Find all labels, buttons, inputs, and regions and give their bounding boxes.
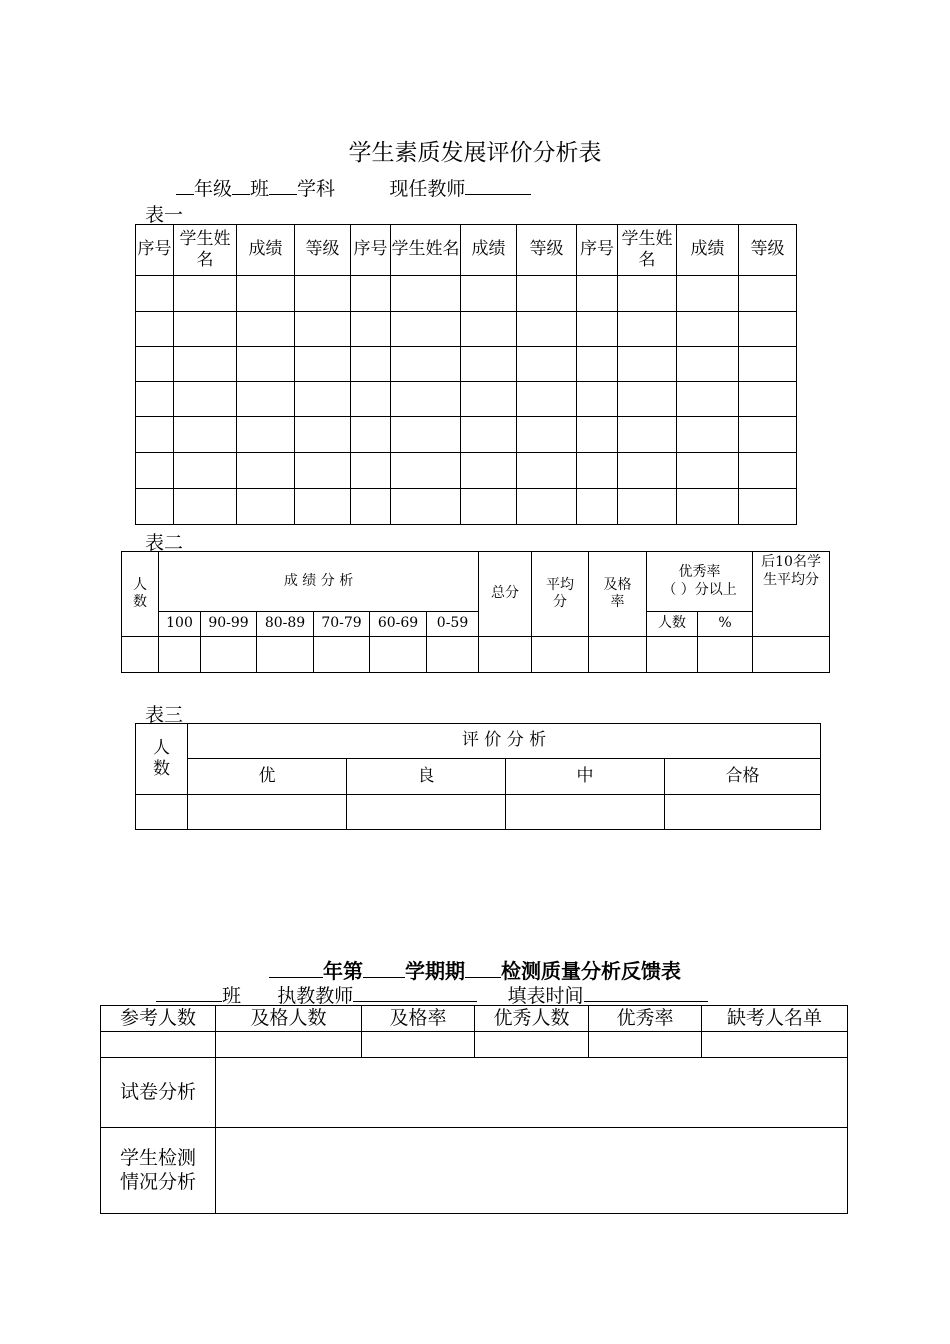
table-row <box>136 347 797 382</box>
header-cell: 优秀率 <box>589 1006 702 1032</box>
total-header: 总分 <box>479 552 532 637</box>
header-cell: 及格率 <box>362 1006 475 1032</box>
feedback-title-year: 年第 <box>323 959 363 983</box>
teacher-label: 现任教师 <box>389 178 466 200</box>
header-cell: 参考人数 <box>101 1006 216 1032</box>
header-cell: 序号 <box>577 225 618 276</box>
header-cell: 成绩 <box>237 225 295 276</box>
header-info <box>176 174 531 201</box>
feedback-title-rest: 检测质量分析反馈表 <box>501 959 681 983</box>
level-cell: 良 <box>347 759 506 795</box>
table3-label: 表三 <box>145 704 184 726</box>
table-row <box>136 417 797 453</box>
above-score-label: （ ）分以上 <box>662 581 737 598</box>
header-cell: 等级 <box>739 225 797 276</box>
range-cell: 0-59 <box>427 612 479 637</box>
excellent-rate-label: 优秀率 <box>678 564 721 580</box>
count-header: 人数 <box>136 724 188 795</box>
feedback-table <box>100 1005 848 1214</box>
student-analysis-content <box>216 1128 848 1214</box>
range-cell: 60-69 <box>370 612 427 637</box>
feedback-info <box>156 981 708 1008</box>
header-cell: 学生姓名 <box>391 225 461 276</box>
range-cell: 100 <box>159 612 201 637</box>
table-row <box>136 312 797 347</box>
feedback-class-label: 班 <box>222 985 242 1007</box>
table2-label: 表二 <box>145 532 184 554</box>
table-row <box>136 489 797 525</box>
student-score-table <box>135 224 797 525</box>
header-cell: 缺考人名单 <box>702 1006 848 1032</box>
header-cell: 序号 <box>351 225 391 276</box>
header-cell: 等级 <box>295 225 351 276</box>
evaluation-header: 评 价 分 析 <box>188 724 821 759</box>
excellent-rate-header <box>647 552 753 612</box>
bottom10-header: 后10名学生平均分 <box>753 552 830 637</box>
subject-label: 学科 <box>297 178 336 200</box>
feedback-title <box>0 955 950 984</box>
header-cell: 成绩 <box>461 225 517 276</box>
score-analysis-header: 成 绩 分 析 <box>159 552 479 612</box>
feedback-teacher-label: 执教教师 <box>277 985 354 1007</box>
header-cell: 序号 <box>136 225 174 276</box>
table-row <box>136 795 821 830</box>
grade-label: 年级 <box>194 178 233 200</box>
level-cell: 中 <box>506 759 665 795</box>
range-cell: 70-79 <box>314 612 370 637</box>
level-cell: 优 <box>188 759 347 795</box>
pass-rate-header: 及格率 <box>589 552 647 637</box>
header-cell: 等级 <box>517 225 577 276</box>
table-row <box>136 276 797 312</box>
header-cell: 优秀人数 <box>475 1006 589 1032</box>
student-analysis-label: 学生检测情况分析 <box>101 1128 216 1214</box>
table-row <box>101 1032 848 1058</box>
table-row <box>122 637 830 673</box>
feedback-title-term: 学期期 <box>405 959 465 983</box>
score-analysis-table <box>121 551 830 673</box>
header-cell: 及格人数 <box>216 1006 362 1032</box>
percent-header: % <box>698 612 753 637</box>
evaluation-table <box>135 723 821 830</box>
count-header: 人数 <box>122 552 159 637</box>
range-cell: 90-99 <box>201 612 257 637</box>
people-header: 人数 <box>647 612 698 637</box>
page-title: 学生素质发展评价分析表 <box>348 140 602 166</box>
table-row <box>136 453 797 489</box>
paper-analysis-label: 试卷分析 <box>101 1058 216 1128</box>
class-label: 班 <box>250 178 270 200</box>
level-cell: 合格 <box>665 759 821 795</box>
paper-analysis-content <box>216 1058 848 1128</box>
header-cell: 成绩 <box>677 225 739 276</box>
table1-label: 表一 <box>145 204 184 226</box>
average-header: 平均分 <box>532 552 589 637</box>
header-cell: 学生姓名 <box>174 225 237 276</box>
table-row <box>136 382 797 417</box>
fill-time-label: 填表时间 <box>507 985 584 1007</box>
header-cell: 学生姓名 <box>618 225 677 276</box>
range-cell: 80-89 <box>257 612 314 637</box>
